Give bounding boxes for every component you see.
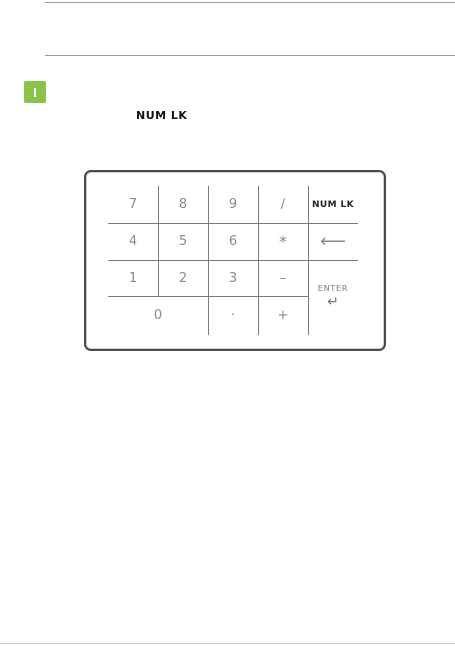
- key-5[interactable]: 5: [178, 234, 188, 249]
- key-divide[interactable]: /: [280, 197, 286, 212]
- key-decimal[interactable]: ·: [230, 308, 236, 323]
- key-8[interactable]: 8: [178, 197, 188, 212]
- key-7[interactable]: 7: [128, 197, 138, 212]
- key-2[interactable]: 2: [178, 270, 188, 286]
- key-1[interactable]: 1: [128, 270, 138, 286]
- footer-divider: [0, 643, 455, 644]
- numeric-keypad: [84, 170, 386, 351]
- key-0[interactable]: 0: [153, 308, 163, 323]
- enter-label: [318, 284, 349, 310]
- key-num-lock[interactable]: NUM LK: [311, 199, 355, 210]
- key-enter[interactable]: [308, 260, 358, 335]
- section-divider: [45, 55, 455, 56]
- enter-text: ENTER: [317, 284, 349, 294]
- numlk-inline-label: NUM LK: [136, 109, 188, 122]
- key-plus[interactable]: +: [277, 308, 289, 323]
- key-9[interactable]: 9: [228, 197, 238, 212]
- key-4[interactable]: 4: [128, 234, 138, 249]
- key-6[interactable]: 6: [228, 234, 238, 249]
- key-3[interactable]: 3: [228, 270, 238, 286]
- key-minus[interactable]: –: [279, 270, 287, 286]
- note-icon: [24, 81, 46, 103]
- key-backspace[interactable]: ⟵: [320, 231, 346, 252]
- top-divider: [45, 2, 455, 3]
- key-multiply[interactable]: *: [279, 232, 287, 251]
- enter-arrow-icon: ↵: [327, 293, 339, 310]
